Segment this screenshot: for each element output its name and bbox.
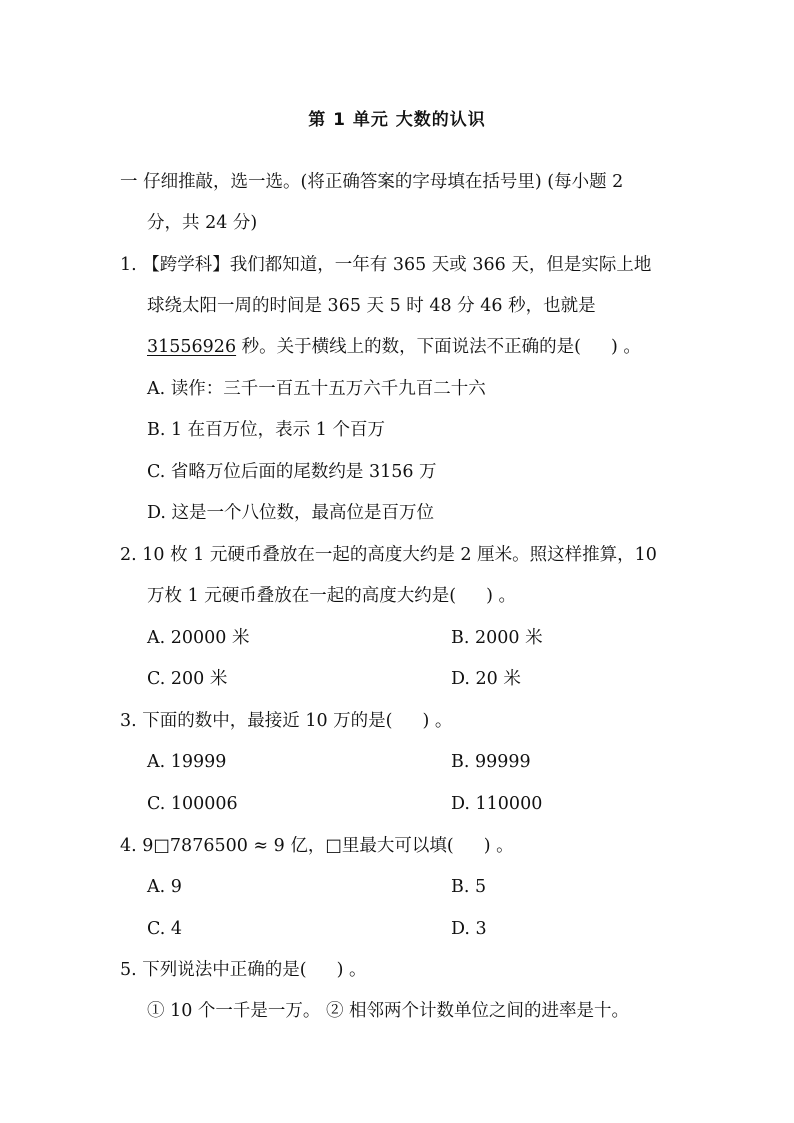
q4-option-a: A. 9: [147, 877, 182, 897]
q5-statements: ① 10 个一千是一万。 ② 相邻两个计数单位之间的进率是十。: [147, 1001, 630, 1021]
section-instruction-line1: 一 仔细推敲，选一选。(将正确答案的字母填在括号里) (每小题 2: [120, 172, 624, 192]
q2-stem-line1: 2. 10 枚 1 元硬币叠放在一起的高度大约是 2 厘米。照这样推算，10: [120, 545, 657, 565]
q4-stem-text: 4. 9□7876500 ≈ 9 亿，□里最大可以填(: [120, 836, 454, 856]
q2-close-paren: ) 。: [486, 586, 516, 606]
q4-option-c: C. 4: [147, 919, 183, 939]
q4-close-paren: ) 。: [483, 836, 514, 856]
section-instruction-line2: 分，共 24 分): [147, 213, 258, 233]
q3-option-a: A. 19999: [147, 752, 227, 772]
q3-stem: [120, 709, 452, 733]
q1-option-d: D. 这是一个八位数，最高位是百万位: [147, 503, 435, 523]
q3-option-b: B. 99999: [451, 752, 531, 772]
q2-option-c: C. 200 米: [147, 669, 228, 689]
q5-close-paren: ) 。: [336, 960, 367, 980]
q1-close-paren: ) 。: [610, 337, 641, 357]
q1-option-c: C. 省略万位后面的尾数约是 3156 万: [147, 462, 437, 482]
q1-option-a: A. 读作：三千一百五十五万六千九百二十六: [147, 379, 486, 399]
q2-option-b: B. 2000 米: [451, 628, 543, 648]
q2-option-a: A. 20000 米: [147, 628, 250, 648]
q3-close-paren: ) 。: [422, 711, 453, 731]
q1-stem-line3: [147, 335, 641, 359]
q5-stem: [120, 958, 366, 982]
q4-stem: [120, 834, 514, 858]
q1-stem-line3-text: 秒。关于横线上的数，下面说法不正确的是(: [236, 337, 581, 357]
q1-stem-line2: 球绕太阳一周的时间是 365 天 5 时 48 分 46 秒，也就是: [147, 296, 596, 316]
q3-stem-text: 3. 下面的数中，最接近 10 万的是(: [120, 711, 393, 731]
q3-option-c: C. 100006: [147, 794, 238, 814]
q1-stem-line1: 1. 【跨学科】我们都知道，一年有 365 天或 366 天，但是实际上地: [120, 255, 652, 275]
q4-option-d: D. 3: [451, 919, 487, 939]
q2-stem-line2-text: 万枚 1 元硬币叠放在一起的高度大约是(: [147, 586, 457, 606]
q5-stem-text: 5. 下列说法中正确的是(: [120, 960, 307, 980]
q1-underlined-number: 31556926: [147, 337, 237, 357]
q4-option-b: B. 5: [451, 877, 487, 897]
q2-option-d: D. 20 米: [451, 669, 521, 689]
q1-option-b: B. 1 在百万位，表示 1 个百万: [147, 420, 385, 440]
page-title: 第 1 单元 大数的认识: [308, 110, 486, 130]
q3-option-d: D. 110000: [451, 794, 543, 814]
q2-stem-line2: [147, 584, 516, 608]
